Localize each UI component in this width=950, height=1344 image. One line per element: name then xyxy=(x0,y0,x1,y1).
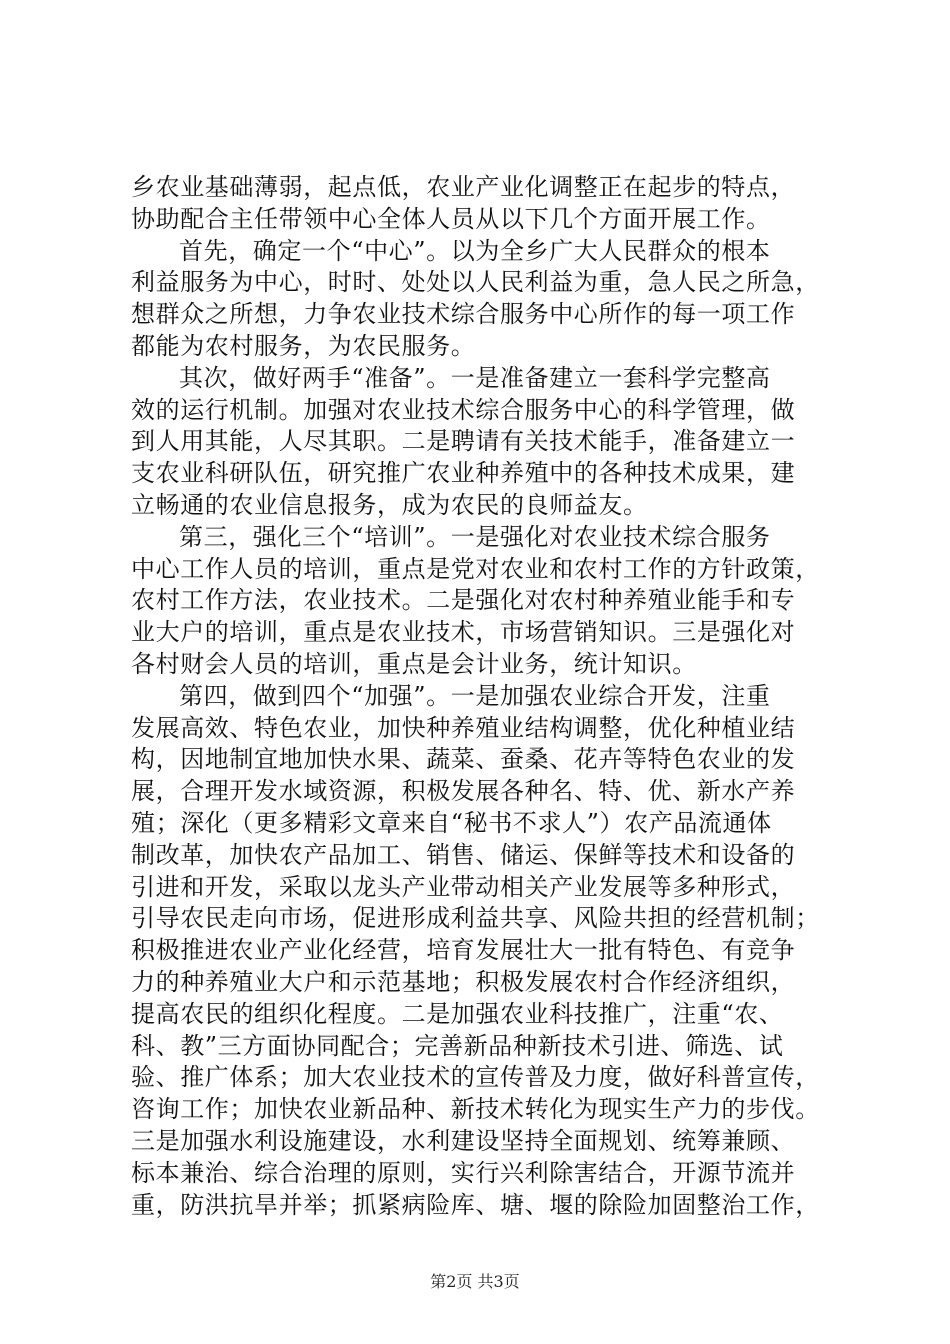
text-line: 引导农民走向市场，促进形成利益共享、风险共担的经营机制； xyxy=(131,904,820,933)
text-line: 积极推进农业产业化经营，培育发展壮大一批有特色、有竞争 xyxy=(131,936,796,965)
text-line: 三是加强水利设施建设，水利建设坚持全面规划、统筹兼顾、 xyxy=(131,1126,796,1155)
text-line: 效的运行机制。加强对农业技术综合服务中心的科学管理，做 xyxy=(131,395,796,424)
text-line: 支农业科研队伍，研究推广农业种养殖中的各种技术成果，建 xyxy=(131,459,796,488)
text-line: 中心工作人员的培训，重点是党对农业和农村工作的方针政策， xyxy=(131,554,820,583)
text-line: 重，防洪抗旱并举；抓紧病险库、塘、堰的除险加固整治工作， xyxy=(131,1190,820,1219)
paragraph-start-line: 第三，强化三个“培训”。一是强化对农业技术综合服务 xyxy=(179,522,771,551)
text-line: 验、推广体系；加大农业技术的宣传普及力度，做好科普宣传， xyxy=(131,1063,820,1092)
text-line: 利益服务为中心，时时、处处以人民利益为重，急人民之所急， xyxy=(131,268,820,297)
text-line: 科、教”三方面协同配合；完善新品种新技术引进、筛选、试 xyxy=(131,1031,784,1060)
text-line: 标本兼治、综合治理的原则，实行兴利除害结合，开源节流并 xyxy=(131,1158,796,1187)
text-line: 都能为农村服务，为农民服务。 xyxy=(131,331,476,360)
paragraph-start-line: 首先，确定一个“中心”。以为全乡广大人民群众的根本 xyxy=(179,236,771,265)
text-line: 农村工作方法，农业技术。二是强化对农村种养殖业能手和专 xyxy=(131,586,796,615)
text-line: 立畅通的农业信息报务，成为农民的良师益友。 xyxy=(131,490,648,519)
paragraph-start-line: 其次，做好两手“准备”。一是准备建立一套科学完整高 xyxy=(179,363,771,392)
text-line: 到人用其能，人尽其职。二是聘请有关技术能手，准备建立一 xyxy=(131,427,796,456)
text-line: 想群众之所想，力争农业技术综合服务中心所作的每一项工作 xyxy=(131,300,796,329)
text-line: 协助配合主任带领中心全体人员从以下几个方面开展工作。 xyxy=(131,204,771,233)
text-line: 构，因地制宜地加快水果、蔬菜、蚕桑、花卉等特色农业的发 xyxy=(131,745,796,774)
text-line: 咨询工作；加快农业新品种、新技术转化为现实生产力的步伐。 xyxy=(131,1095,820,1124)
text-line: 发展高效、特色农业，加快种养殖业结构调整，优化种植业结 xyxy=(131,713,796,742)
text-line: 乡农业基础薄弱，起点低，农业产业化调整正在起步的特点， xyxy=(131,173,796,201)
text-line: 各村财会人员的培训，重点是会计业务，统计知识。 xyxy=(131,649,697,678)
text-line: 提高农民的组织化程度。二是加强农业科技推广，注重“农、 xyxy=(131,999,784,1028)
text-line: 制改革，加快农产品加工、销售、储运、保鲜等技术和设备的 xyxy=(131,840,796,869)
document-body xyxy=(131,172,831,1221)
page-number-footer: 第2页 共3页 xyxy=(430,1272,520,1291)
text-line: 殖；深化（更多精彩文章来自“秘书不求人”）农产品流通体 xyxy=(131,808,772,837)
text-line: 力的种养殖业大户和示范基地；积极发展农村合作经济组织， xyxy=(131,967,796,996)
text-line: 引进和开发，采取以龙头产业带动相关产业发展等多种形式， xyxy=(131,872,796,901)
text-line: 业大户的培训，重点是农业技术，市场营销知识。三是强化对 xyxy=(131,618,796,647)
text-line: 展，合理开发水域资源，积极发展各种名、特、优、新水产养 xyxy=(131,777,796,806)
paragraph-start-line: 第四，做到四个“加强”。一是加强农业综合开发，注重 xyxy=(179,681,771,710)
